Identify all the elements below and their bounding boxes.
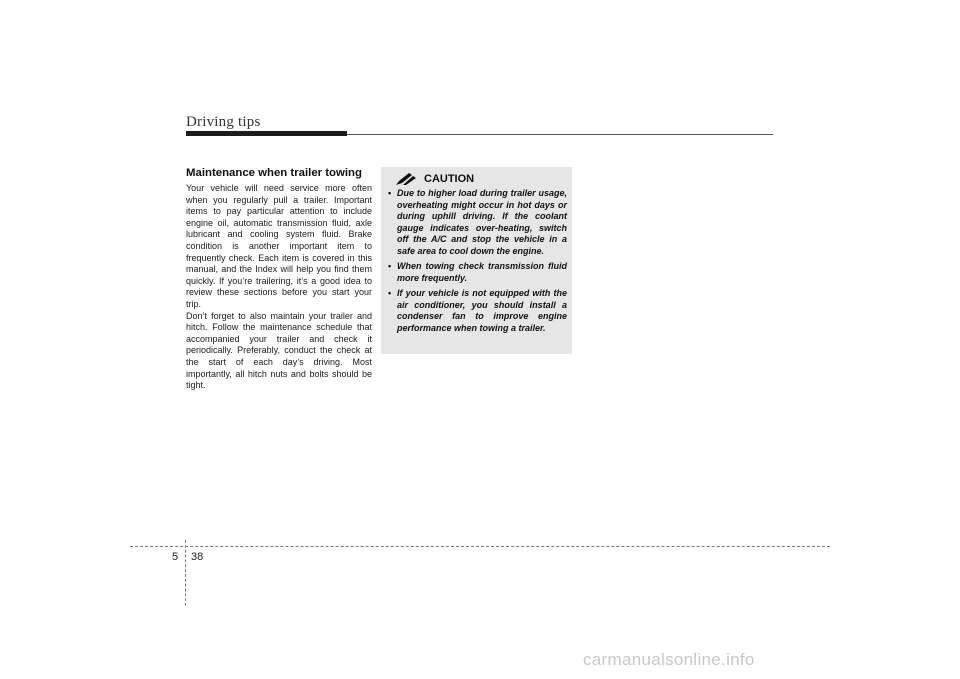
page-number: 38 <box>191 551 204 563</box>
caution-item-text: If your vehicle is not equipped with the air conditioner, you should install a condenser fan to improve engine performance when towing a trailer. <box>397 288 567 333</box>
footer-divider-horizontal <box>130 546 830 547</box>
caution-box <box>381 167 572 354</box>
chapter-number: 5 <box>172 551 179 563</box>
caution-item-text: When towing check transmission fluid more frequently. <box>397 261 567 283</box>
body-paragraph-1: Your vehicle will need service more often when you regularly pull a trailer. Important items to pay particular attention to include engine oil, automatic transmission fluid, axle lubricant and cooling system fluid. Brake condition is another important item to frequently check. Each item is covered in this manual, and the Index will help you find them quickly. If you’re trailering, it’s a good idea to review these sections before you start your trip. <box>186 183 372 309</box>
maintenance-section <box>186 167 372 392</box>
caution-item <box>387 188 567 257</box>
pencil-icon <box>396 173 418 185</box>
caution-list <box>387 188 567 334</box>
header-rule-thin <box>347 134 773 135</box>
caution-item <box>387 261 567 284</box>
bullet: • <box>388 288 392 298</box>
caution-item <box>387 288 567 334</box>
footer-divider-vertical <box>185 540 186 606</box>
bullet: • <box>388 188 392 198</box>
caution-header <box>387 173 567 185</box>
body-paragraph-2: Don’t forget to also maintain your trailer and hitch. Follow the maintenance schedule that accompanied your trailer and check it periodically. Preferably, conduct the check at the start of each day’s driving. Most importantly, all hitch nuts and bolts should be tight. <box>186 310 372 391</box>
watermark-text: carmanualsonline.info <box>583 650 755 669</box>
bullet: • <box>388 261 392 271</box>
caution-item-text: Due to higher load during trailer usage, overheating might occur in hot days or during uphill driving. If the coolant gauge indicates over-heating, switch off the A/C and stop the vehicle in a safe area to cool down the engine. <box>397 188 567 256</box>
section-heading: Maintenance when trailer towing <box>186 167 362 179</box>
page-header-title: Driving tips <box>186 114 261 130</box>
caution-label: CAUTION <box>424 173 475 185</box>
header-rule-thick <box>186 131 347 136</box>
